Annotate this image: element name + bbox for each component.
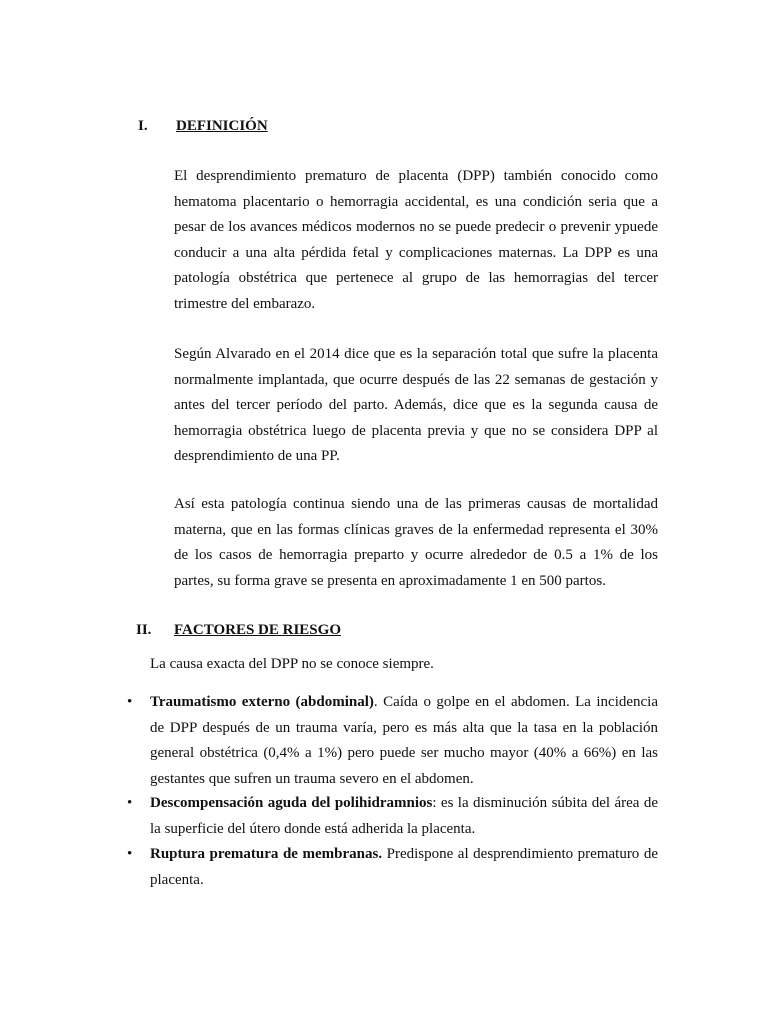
- risk-factor-name: Descompensación aguda del polihidramnios: [150, 795, 433, 811]
- bullet-icon: •: [127, 846, 133, 862]
- section-2-title: FACTORES DE RIESGO: [174, 622, 341, 638]
- risk-factor-name: Ruptura prematura de membranas.: [150, 846, 383, 862]
- bullet-icon: •: [127, 694, 133, 710]
- definition-paragraph-1: El desprendimiento prematuro de placenta (DPP) también conocido como hematoma placentario o hemorragia accidental, es una condición seria que a pesar de los avances médicos modernos no se puede predecir o prevenir ypuede conducir a una alta pérdida fetal y complicaciones maternas. La DPP es una patología obstétrica que pertenece al grupo de las hemorragias del tercer trimestre del embarazo.: [174, 168, 658, 312]
- risk-factor-description: : es la disminución súbita del área de la superficie del útero donde está adherida la placenta.: [150, 795, 658, 837]
- risk-factor-item: [150, 791, 658, 842]
- risk-factors-intro: La causa exacta del DPP no se conoce siempre.: [150, 656, 434, 672]
- section-1-number: I.: [138, 118, 148, 134]
- risk-factor-name: Traumatismo externo (abdominal): [150, 694, 374, 710]
- risk-factor-item: [150, 842, 658, 893]
- risk-factor-item: [150, 690, 658, 792]
- section-1-title: DEFINICIÓN: [176, 118, 268, 134]
- definition-paragraph-2: Según Alvarado en el 2014 dice que es la separación total que sufre la placenta normalmente implantada, que ocurre después de las 22 semanas de gestación y antes del tercer período del parto. Además, dice que es la segunda causa de hemorragia obstétrica luego de placenta previa y que no se considera DPP al desprendimiento de una PP.: [174, 346, 658, 464]
- definition-paragraph-3: Así esta patología continua siendo una de las primeras causas de mortalidad materna, que en las formas clínicas graves de la enfermedad representa el 30% de los casos de hemorragia preparto y ocurre alrededor de 0.5 a 1% de los partes, su forma grave se presenta en aproximadamente 1 en 500 partos.: [174, 496, 658, 589]
- risk-factor-description: . Caída o golpe en el abdomen. La incidencia de DPP después de un trauma varía, pero es más alta que la tasa en la población general obstétrica (0,4% a 1%) pero puede ser mucho mayor (40% a 66%) en las gestantes que sufren un trauma severo en el abdomen.: [150, 694, 658, 787]
- risk-factor-description: Predispone al desprendimiento prematuro de placenta.: [150, 846, 659, 888]
- section-2-heading: [136, 622, 436, 642]
- section-2-number: II.: [136, 622, 152, 638]
- section-1-heading: [138, 118, 438, 138]
- bullet-icon: •: [127, 795, 133, 811]
